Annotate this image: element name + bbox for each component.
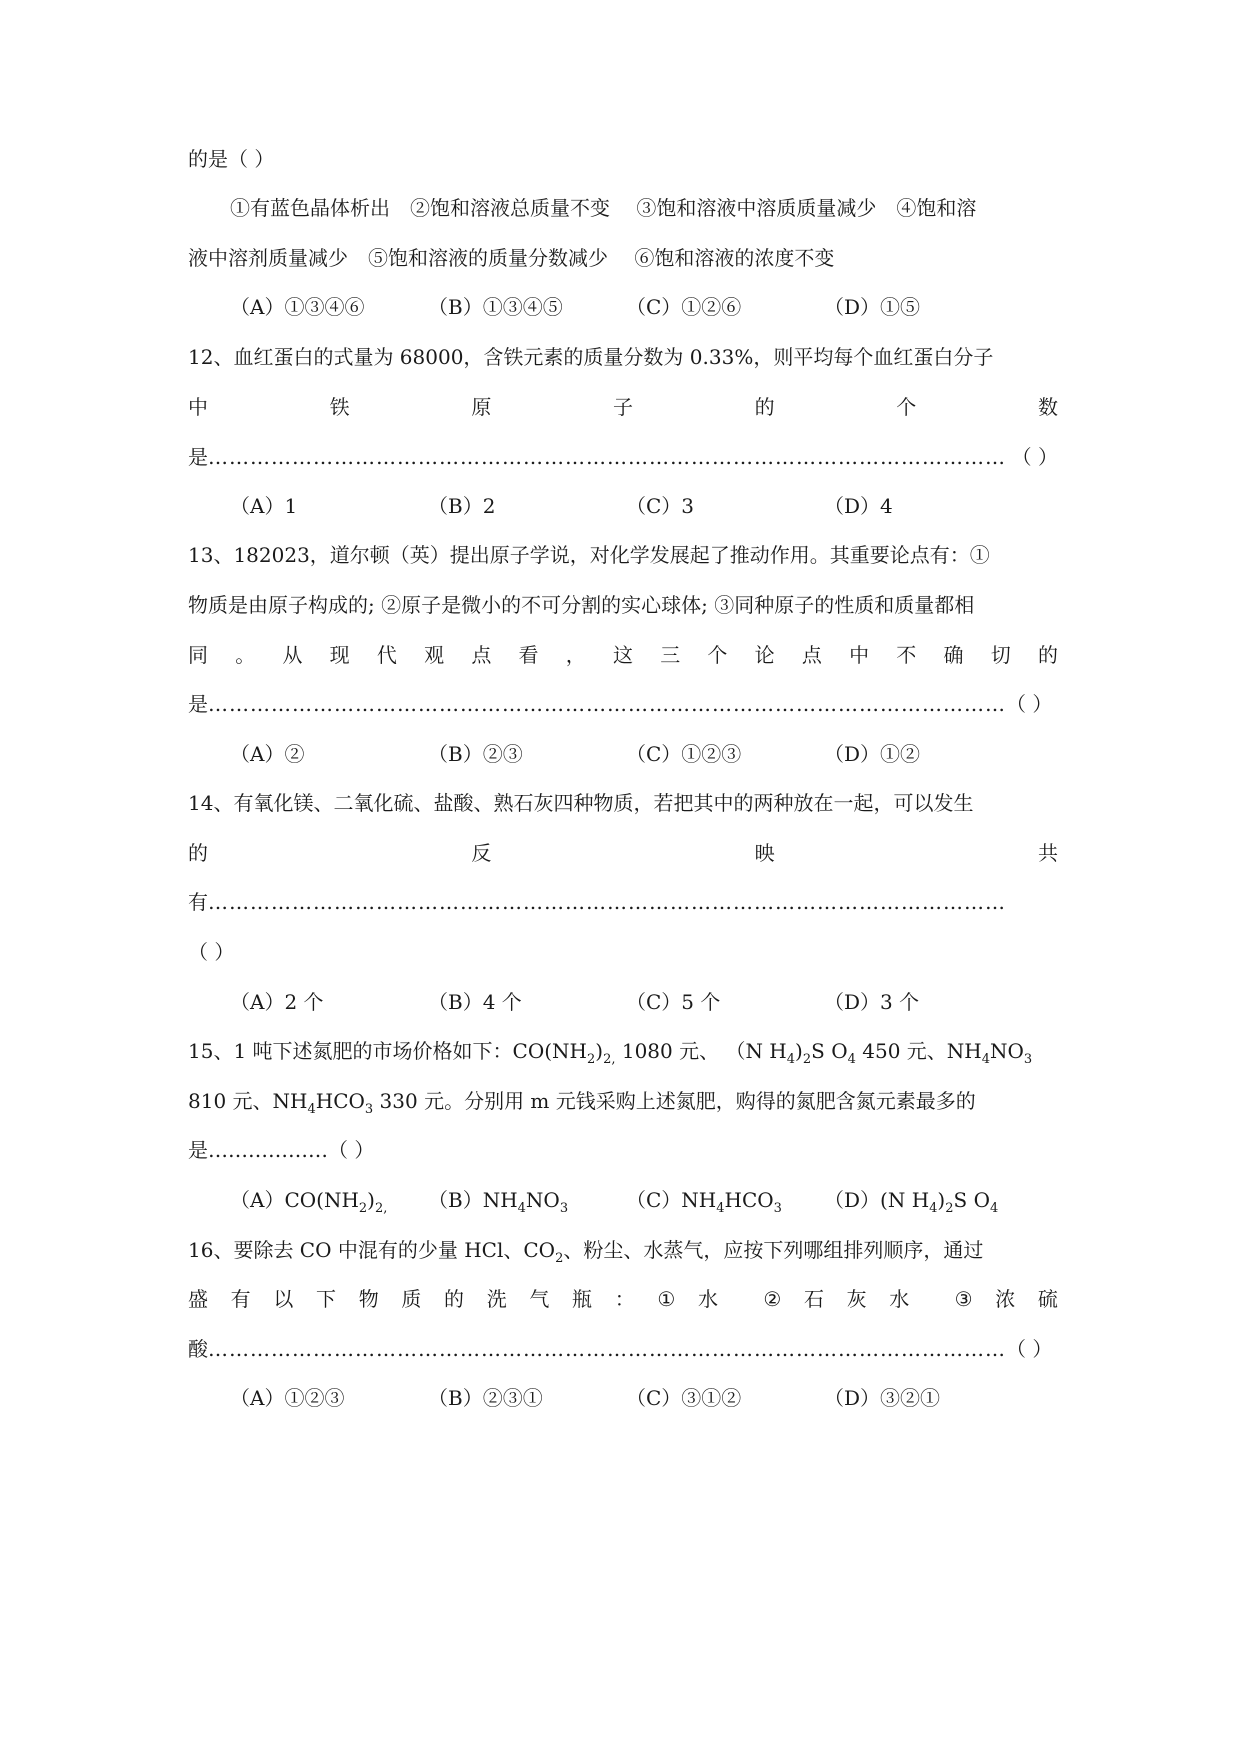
q13-word: 点 [471,643,492,667]
q16-word: 盛 [188,1287,208,1311]
subscript: 4 [517,1201,526,1216]
q13-word: 现 [329,643,350,667]
q13-word: 代 [376,643,397,667]
q15-text: NO [990,1039,1024,1063]
q13-word: 从 [282,643,303,667]
q13-word: 不 [896,643,917,667]
option-text: （B）NH [428,1188,518,1212]
q16-stem-line-3 [188,1335,1053,1363]
q12-answer-bracket[interactable]: （ ） [1011,445,1058,469]
q12-lead-start: 是 [188,445,208,469]
q14-word: 映 [754,841,775,865]
q16-word: ③ [954,1287,973,1311]
q16-word: ① [657,1287,676,1311]
q12-word: 的 [754,395,775,419]
q16-word: 灰 [846,1287,867,1311]
q13-word: 同 [188,643,208,667]
q15-text: 450 元、NH [855,1039,982,1063]
q12-word: 中 [188,395,208,419]
q14-word: 反 [471,841,492,865]
q15-option-b[interactable] [428,1186,626,1214]
q15-text: 1080 元、 （N H [615,1039,787,1063]
q13-word: 看 [518,643,539,667]
option-text: （C）NH [626,1188,717,1212]
q16-word: 石 [803,1287,824,1311]
q16-word: ： [614,1287,635,1311]
option-text: （A）CO(NH [230,1188,359,1212]
q12-option-a[interactable]: （A）1 [230,494,298,518]
q14-word: 共 [1037,841,1058,865]
q16-word: ② [763,1287,782,1311]
subscript: 2 [358,1201,368,1216]
q14-leader-dots: …………………………………………………………………………………………………… [208,890,1006,914]
subscript: 4 [786,1052,796,1067]
q12-stem-line-1: 12、血红蛋白的式量为 68000，含铁元素的质量分数为 0.33%，则平均每个血红蛋白分子 [188,345,994,369]
q13-word: 切 [990,643,1011,667]
subscript: 3 [1023,1052,1033,1067]
q16-word: 下 [316,1287,337,1311]
q14-word: 的 [188,841,208,865]
q13-options [230,740,1058,768]
option-text: HCO [724,1188,774,1212]
q12-word: 个 [896,395,917,419]
q16-word: 的 [444,1287,465,1311]
q11-option-b[interactable]: （B）①③④⑤ [428,295,563,319]
q13-word: 论 [754,643,775,667]
q13-answer-bracket[interactable]: （ ） [1006,692,1053,716]
q15-text: S O [811,1039,848,1063]
subscript: 3 [773,1201,782,1216]
q13-word: 。 [235,643,256,667]
q13-word: 的 [1037,643,1058,667]
q15-option-a[interactable] [230,1186,428,1214]
q11-option-c[interactable]: （C）①②⑥ [626,295,742,319]
q15-leader-dots: ……………… [208,1138,328,1162]
option-text: NO [525,1188,560,1212]
q15-text: 330 元。分别用 m 元钱采购上述氮肥，购得的氮肥含氮元素最多的 [373,1089,976,1113]
subscript: 3 [559,1201,569,1216]
q15-options [230,1186,1058,1214]
q14-stem-line-2 [188,839,1058,867]
q16-word: 瓶 [572,1287,593,1311]
subscript: 2, [603,1052,616,1067]
q14-answer-bracket[interactable]: （ ） [188,940,235,964]
q16-options [230,1384,1058,1412]
q15-option-c[interactable] [626,1186,824,1214]
q16-leader-dots: …………………………………………………………………………………………………… [208,1337,1006,1361]
q11-option-d[interactable]: （D）①⑤ [824,295,921,319]
q13-stem-line-3 [188,641,1058,669]
q16-option-d[interactable]: （D）③②① [824,1386,941,1410]
q16-word: 硫 [1037,1287,1058,1311]
q16-word: 质 [401,1287,422,1311]
q12-word: 子 [612,395,633,419]
q14-option-a[interactable]: （A）2 个 [230,990,324,1014]
q16-lead-start: 酸 [188,1337,208,1361]
q13-option-b[interactable]: （B）②③ [428,742,523,766]
q16-word: 有 [230,1287,251,1311]
q14-options [230,988,1058,1016]
q13-word: 中 [849,643,870,667]
q15-text: ) [595,1039,604,1063]
q16-word: 物 [358,1287,379,1311]
q13-option-d[interactable]: （D）①② [824,742,921,766]
q16-word: 以 [273,1287,294,1311]
q11-statements-line-1: ①有蓝色晶体析出 ②饱和溶液总质量不变 ③饱和溶液中溶质质量减少 ④饱和溶 [230,196,977,220]
q16-word: 浓 [995,1287,1016,1311]
q13-stem-line-1: 13、182023，道尔顿（英）提出原子学说，对化学发展起了推动作用。其重要论点有：① [188,543,990,567]
subscript: 4 [929,1201,938,1216]
q15-option-d[interactable] [824,1186,1022,1214]
subscript: 2 [802,1052,812,1067]
option-text: （D）(N H [824,1188,930,1212]
q13-word: 个 [707,643,728,667]
q14-stem-line-1: 14、有氧化镁、二氧化硫、盐酸、熟石灰四种物质，若把其中的两种放在一起，可以发生 [188,791,974,815]
subscript: 2 [945,1201,954,1216]
q12-option-c[interactable]: （C）3 [626,494,695,518]
q13-option-c[interactable]: （C）①②③ [626,742,742,766]
q12-option-d[interactable]: （D）4 [824,494,893,518]
q13-word: 确 [943,643,964,667]
option-text: S O [953,1188,990,1212]
q16-text: 16、要除去 CO 中混有的少量 HCl、CO [188,1238,556,1262]
q16-word: 气 [529,1287,550,1311]
q15-answer-bracket[interactable]: （ ） [328,1138,375,1162]
subscript: 4 [981,1052,991,1067]
q14-lead-start: 有 [188,890,208,914]
subscript: 4 [847,1052,856,1067]
q15-text: ) [795,1039,803,1063]
q16-stem-line-2 [188,1285,1058,1313]
q15-stem-line-1 [188,1037,1058,1065]
q13-word: ， [565,643,586,667]
q16-option-a[interactable]: （A）①②③ [230,1386,345,1410]
q16-option-c[interactable]: （C）③①② [626,1386,742,1410]
subscript: 4 [716,1201,725,1216]
option-text: ) [937,1188,946,1212]
q13-leader-dots: …………………………………………………………………………………………………… [208,692,1006,716]
subscript: 2 [555,1251,564,1266]
subscript: 2 [586,1052,596,1067]
q12-stem-line-2 [188,393,1058,421]
q15-text: HCO [315,1089,365,1113]
q15-text: 810 元、NH [188,1089,308,1113]
subscript: 3 [364,1102,374,1117]
option-text: ) [367,1188,375,1212]
q14-option-c[interactable]: （C）5 个 [626,990,721,1014]
q12-leader-dots: …………………………………………………………………………………………………… [208,445,1006,469]
q14-stem-line-3 [188,888,1058,916]
q13-lead-start: 是 [188,692,208,716]
q16-stem-line-1 [188,1236,1058,1264]
q14-option-b[interactable]: （B）4 个 [428,990,522,1014]
q13-stem-line-4 [188,690,1053,718]
q16-option-b[interactable]: （B）②③① [428,1386,543,1410]
q12-word: 数 [1037,395,1058,419]
q13-word: 三 [660,643,681,667]
q12-options [230,492,1058,520]
q16-answer-bracket[interactable]: （ ） [1006,1337,1053,1361]
subscript: 2, [374,1201,388,1216]
q11-statements-line-2: 液中溶剂质量减少 ⑤饱和溶液的质量分数减少 ⑥饱和溶液的浓度不变 [188,246,835,270]
q13-word: 这 [612,643,633,667]
q14-option-d[interactable]: （D）3 个 [824,990,920,1014]
q12-option-b[interactable]: （B）2 [428,494,496,518]
subscript: 4 [307,1102,316,1117]
q12-word: 铁 [329,395,350,419]
q16-word: 水 [698,1287,718,1311]
q16-word: 洗 [486,1287,507,1311]
q11-stem-tail: 的是（ ） [188,147,275,171]
q13-word: 点 [801,643,822,667]
q11-options [230,293,1058,321]
q15-lead-start: 是 [188,1138,208,1162]
q13-option-a[interactable]: （A）② [230,742,305,766]
q11-option-a[interactable]: （A）①③④⑥ [230,295,365,319]
q12-stem-line-3 [188,443,1058,471]
q15-stem-line-2 [188,1087,1058,1115]
q16-text: 、粉尘、水蒸气，应按下列哪组排列顺序，通过 [563,1238,984,1262]
q13-word: 观 [424,643,445,667]
q15-stem-line-3 [188,1136,1058,1164]
q12-word: 原 [471,395,492,419]
subscript: 4 [989,1201,999,1216]
q15-text: 15、1 吨下述氮肥的市场价格如下：CO(NH [188,1039,587,1063]
q13-stem-line-2: 物质是由原子构成的; ②原子是微小的不可分割的实心球体; ③同种原子的性质和质量都相 [188,593,975,617]
q16-word: 水 [889,1287,910,1311]
